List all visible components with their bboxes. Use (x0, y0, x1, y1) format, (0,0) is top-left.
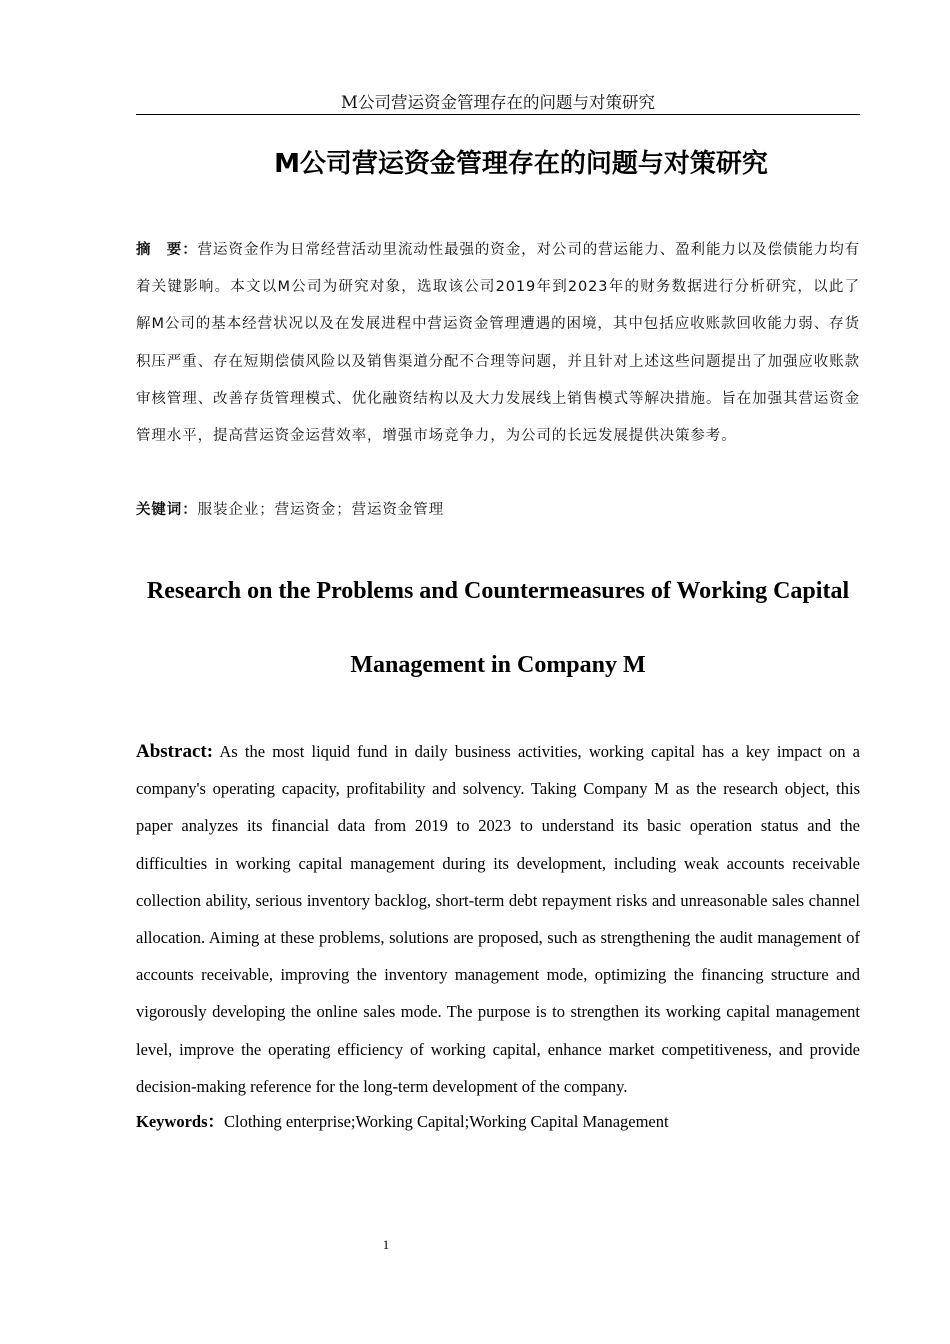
english-keywords-text: Clothing enterprise;Working Capital;Working Capital Management (224, 1112, 669, 1131)
english-abstract (136, 733, 860, 1105)
chinese-abstract-text: 营运资金作为日常经营活动里流动性最强的资金，对公司的营运能力、盈利能力以及偿债能力均有着关键影响。本文以M公司为研究对象，选取该公司2019年到2023年的财务数据进行分析研究，以此了解M公司的基本经营状况以及在发展进程中营运资金管理遭遇的困境，其中包括应收账款回收能力弱、存货积压严重、存在短期偿债风险以及销售渠道分配不合理等问题，并且针对上述这些问题提出了加强应收账款审核管理、改善存货管理模式、优化融资结构以及大力发展线上销售模式等解决措施。旨在加强其营运资金管理水平，提高营运资金运营效率，增强市场竞争力，为公司的长远发展提供决策参考。 (136, 242, 860, 445)
chinese-keywords (136, 492, 860, 528)
english-keywords-label: Keywords： (136, 1112, 224, 1131)
chinese-title: M公司营运资金管理存在的问题与对策研究 (274, 149, 768, 179)
header-divider (136, 114, 860, 115)
english-abstract-label: Abstract: (136, 741, 214, 762)
english-title: Research on the Problems and Countermeasures of Working Capital Management in Company M (146, 578, 850, 678)
chinese-keywords-text: 服装企业；营运资金；营运资金管理 (197, 502, 445, 518)
page-number: 1 (382, 1237, 390, 1252)
chinese-abstract (136, 232, 860, 455)
running-header: M公司营运资金管理存在的问题与对策研究 (341, 93, 655, 112)
chinese-abstract-label: 摘 要： (136, 242, 198, 258)
english-abstract-text: As the most liquid fund in daily business activities, working capital has a key impact on a company's operating capacity, profitability and solvency. Taking Company M as the research object, this paper analyzes its financial data from 2019 to 2023 to understand its basic operation status and the difficulties in working capital management during its development, including weak accounts receivable collection ability, serious inventory backlog, short-term debt repayment risks and unreasonable sales channel allocation. Aiming at these problems, solutions are proposed, such as strengthening the audit management of accounts receivable, improving the inventory management mode, optimizing the financing structure and vigorously developing the online sales mode. The purpose is to strengthen its working capital management level, improve the operating efficiency of working capital, enhance market competitiveness, and provide decision-making reference for the long-term development of the company. (136, 742, 861, 1096)
english-keywords (136, 1106, 860, 1138)
chinese-keywords-label: 关键词： (136, 502, 198, 518)
